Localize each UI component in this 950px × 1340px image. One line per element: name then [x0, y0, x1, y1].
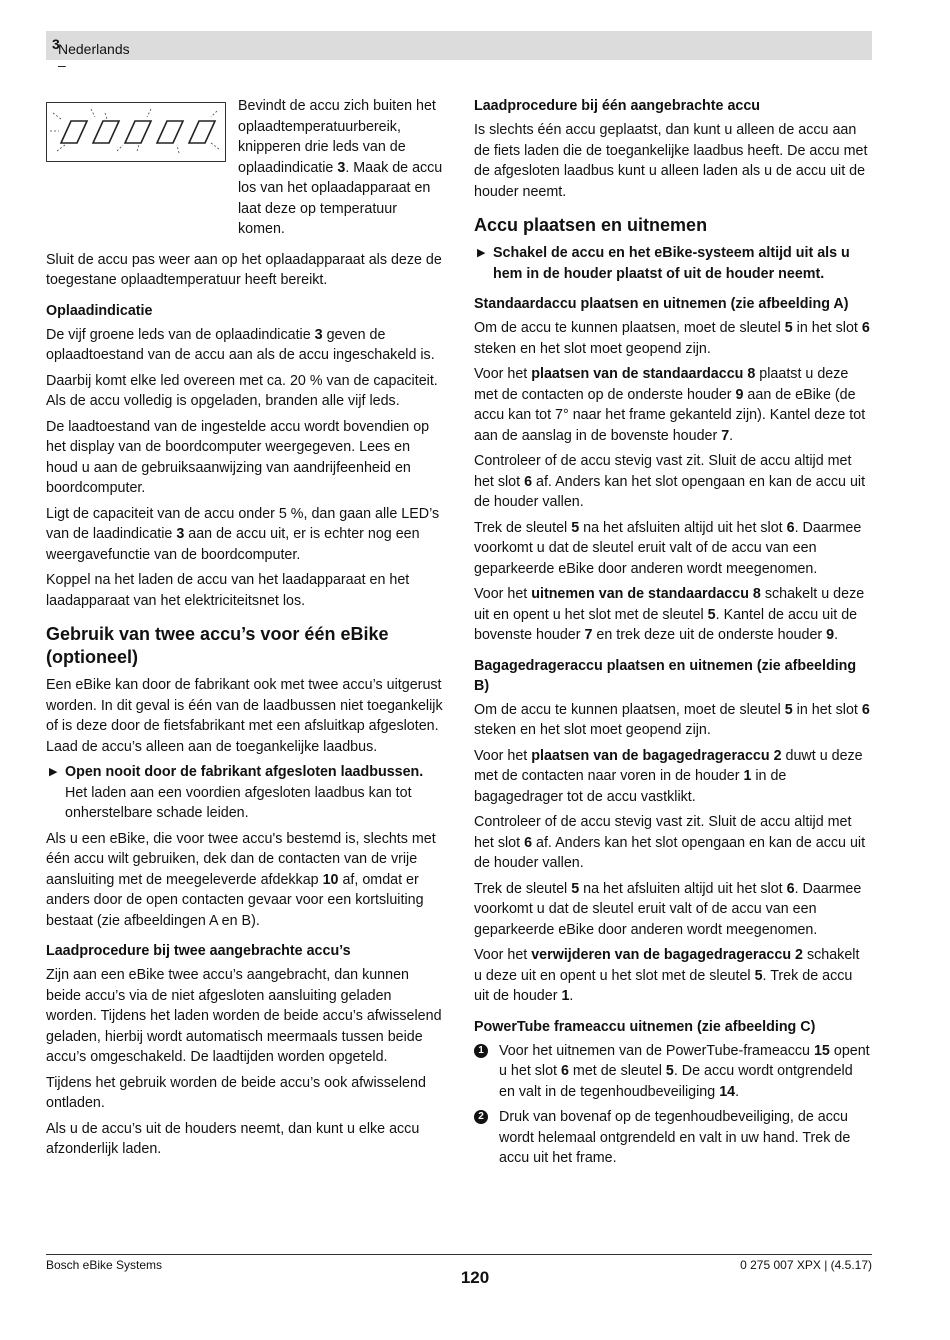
- paragraph: Ligt de capaciteit van de accu onder 5 %, dan gaan alle LED’s van de laadindicatie 3 aan de accu uit, er is echter nog een weergavefunctie van de boordcomputer.: [46, 505, 440, 563]
- paragraph: Als u een eBike, die voor twee accu's bestemd is, slechts met één accu wilt gebruiken, dek dan de contacten van de vrije aansluiting met de meegeleverde afdekkap 10 af, omdat er anders door de open contacten gevaar voor een kortsluiting bestaat (zie afbeeldingen A en B).: [46, 830, 436, 929]
- paragraph: Om de accu te kunnen plaatsen, moet de sleutel 5 in het slot 6 steken en het slot moet geopend zijn.: [474, 701, 870, 738]
- paragraph: Is slechts één accu geplaatst, dan kunt u alleen de accu aan de fiets laden die de toegankelijke laadbus heeft. De accu met de afgesloten laadbus kunt u alleen laden als u de accu uit de houder neemt.: [474, 122, 868, 200]
- paragraph: Om de accu te kunnen plaatsen, moet de sleutel 5 in het slot 6 steken en het slot moet geopend zijn.: [474, 320, 870, 357]
- warning-bullet: ▶ Schakel de accu en het eBike-systeem altijd uit als u hem in de houder plaatst of uit de houder neemt.: [477, 245, 850, 282]
- blinking-leds-icon: [47, 103, 225, 161]
- paragraph: Voor het plaatsen van de bagagedrageraccu 2 duwt u deze met de contacten naar voren in de houder 1 in de bagagedrager tot de accu vastklikt.: [474, 747, 863, 805]
- section-heading: Standaardaccu plaatsen en uitnemen (zie afbeelding A): [474, 296, 849, 312]
- section-heading: Laadprocedure bij twee aangebrachte accu’s: [46, 943, 351, 959]
- section-heading: Bagagedrageraccu plaatsen en uitnemen (zie afbeelding B): [474, 657, 857, 694]
- paragraph: Voor het plaatsen van de standaardaccu 8 plaatst u deze met de contacten op de onderste houder 9 aan de eBike (de accu kan tot 7° naar het frame gekanteld zijn). Kantel deze tot aan de aanslag in de bovenste houder 7.: [474, 366, 866, 444]
- paragraph: Sluit de accu pas weer aan op het oplaadapparaat als deze de toegestane oplaadtemperatuur heeft bereikt.: [46, 251, 442, 288]
- triangle-bullet-icon: ▶: [477, 247, 486, 259]
- paragraph: Controleer of de accu stevig vast zit. Sluit de accu altijd met het slot 6 af. Anders kan het slot opengaan en kan de accu uit de houder vallen.: [474, 453, 866, 510]
- header-label: Nederlands – 3: [52, 36, 130, 73]
- paragraph: Trek de sleutel 5 na het afsluiten altijd uit het slot 6. Daarmee voorkomt u dat de sleutel eruit valt of de accu van een geparkeerde eBike door anderen wordt meegenomen.: [474, 519, 862, 577]
- led-figure-block: [46, 96, 443, 245]
- section-heading: Oplaadindicatie: [46, 302, 153, 319]
- paragraph: De vijf groene leds van de oplaadindicatie 3 geven de oplaadtoestand van de accu aan als de accu ingeschakeld is.: [46, 326, 435, 363]
- paragraph: Trek de sleutel 5 na het afsluiten altijd uit het slot 6. Daarmee voorkomt u dat de sleutel eruit valt of de accu van een geparkeerde eBike door anderen wordt meegenomen.: [474, 880, 862, 938]
- paragraph: Een eBike kan door de fabrikant ook met twee accu’s uitgerust worden. In dit geval is één van de laadbussen niet toegankelijk of is deze door de fietsfabrikant met een afsluitkap afgesloten. Laad de accu’s alleen aan de toegankelijke laadbus.: [46, 677, 443, 755]
- led-figure-text: Bevindt de accu zich buiten het oplaadtemperatuurbereik, knipperen drie leds van de oplaadindicatie 3. Maak de accu los van het oplaadapparaat en laat deze op temperatuur komen.: [238, 98, 443, 237]
- led-indicator-figure: [46, 102, 226, 162]
- chapter-heading: Accu plaatsen en uitnemen: [474, 215, 708, 235]
- paragraph: Zijn aan een eBike twee accu’s aangebracht, dan kunnen beide accu’s via de niet afgesloten aansluiting geladen worden. Tijdens het laden worden de beide accu’s afwisselend geladen, hierbij wordt automatisch meermaals tussen beide accu’s omgeschakeld. De laadtijden worden opgeteld.: [46, 967, 442, 1065]
- paragraph: Koppel na het laden de accu van het laadapparaat en het laadapparaat van het elektriciteitsnet los.: [46, 572, 410, 609]
- step-number-badge: 1: [474, 1044, 488, 1058]
- numbered-step: 2 Druk van bovenaf op de tegenhoudbeveiliging, de accu wordt helemaal ontgrendeld en valt in uw hand. Trek de accu uit het frame.: [474, 1107, 871, 1169]
- footer-publisher: Bosch eBike Systems: [46, 1258, 163, 1272]
- step-number-badge: 2: [474, 1110, 488, 1124]
- numbered-step: 1 Voor het uitnemen van de PowerTube-frameaccu 15 opent u het slot 6 met de sleutel 5. De accu wordt ontgrendeld en valt in de tegenhoudbeveiliging 14.: [474, 1041, 871, 1103]
- footer-divider: [46, 1254, 872, 1255]
- paragraph: De laadtoestand van de ingestelde accu wordt bovendien op het display van de boordcomputer weergegeven. Lees en houd u aan de gebruiksaanwijzing van aandrijfeenheid en boordcomputer.: [46, 418, 430, 496]
- paragraph: Als u de accu’s uit de houders neemt, dan kunt u elke accu afzonderlijk laden.: [46, 1120, 420, 1157]
- left-column: [46, 96, 443, 1165]
- page-number: 120: [460, 1268, 490, 1287]
- paragraph: Voor het verwijderen van de bagagedrageraccu 2 schakelt u deze uit en opent u het slot met de sleutel 5. Trek de accu uit de houder 1.: [474, 947, 860, 1004]
- section-heading: PowerTube frameaccu uitnemen (zie afbeelding C): [474, 1018, 816, 1035]
- paragraph: Tijdens het gebruik worden de beide accu’s ook afwisselend ontladen.: [46, 1074, 426, 1111]
- paragraph: Controleer of de accu stevig vast zit. Sluit de accu altijd met het slot 6 af. Anders kan het slot opengaan en kan de accu uit de houder vallen.: [474, 814, 866, 871]
- paragraph: Daarbij komt elke led overeen met ca. 20 % van de capaciteit. Als de accu volledig is opgeladen, branden alle vijf leds.: [46, 372, 438, 409]
- paragraph: Voor het uitnemen van de standaardaccu 8 schakelt u deze uit en opent u het slot met de sleutel 5. Kantel de accu uit de bovenste houder 7 en trek deze uit de onderste houder 9.: [474, 586, 865, 643]
- right-column: [474, 96, 871, 1174]
- chapter-heading: Gebruik van twee accu’s voor één eBike (optioneel): [46, 624, 389, 667]
- page-header: [46, 31, 872, 73]
- triangle-bullet-icon: ▶: [49, 766, 58, 778]
- section-heading: Laadprocedure bij één aangebrachte accu: [474, 98, 761, 114]
- warning-bullet: ▶ Open nooit door de fabrikant afgesloten laadbussen. Het laden aan een voordien afgesloten laadbus kan tot onherstelbare schade leiden.: [49, 764, 424, 821]
- footer-doc-id: 0 275 007 XPX | (4.5.17): [740, 1258, 872, 1272]
